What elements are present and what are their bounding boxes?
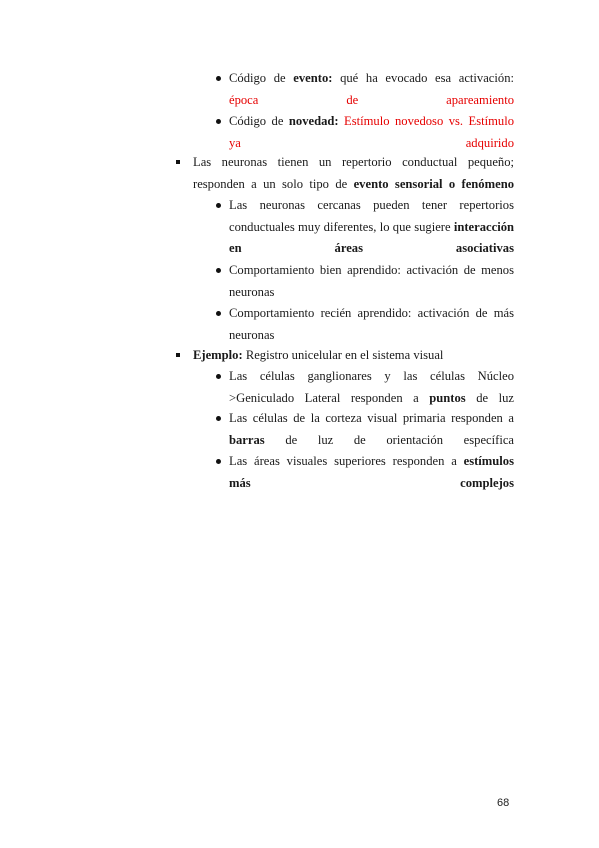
item-line — [229, 260, 514, 303]
bullet-dot — [216, 416, 221, 421]
list-item — [229, 195, 514, 260]
bold-run: barras — [229, 432, 265, 447]
text-run: Las células de la corteza visual primaria responden a — [229, 411, 514, 425]
text-run: Comportamiento bien aprendido: activación de menos neuronas — [229, 263, 514, 299]
text-run: qué ha evocado esa activación: — [332, 71, 514, 85]
list-item — [193, 152, 514, 195]
bold-run: puntos — [429, 390, 466, 405]
highlight-run: Estímulo novedoso vs. Estímulo ya adquirido — [229, 114, 514, 150]
item-line — [193, 345, 514, 367]
bullet-dot — [216, 76, 221, 81]
item-line — [229, 303, 514, 346]
text-run: Las células ganglionares y las células Núcleo >Geniculado Lateral responden a — [229, 369, 514, 405]
list-item — [229, 260, 514, 303]
bullet-dot — [216, 311, 221, 316]
bold-run: estímulos más complejos — [229, 454, 514, 490]
text-run: Las áreas visuales superiores responden a — [229, 454, 464, 468]
text-run: Las neuronas cercanas pueden tener repertorios conductuales muy diferentes, lo que sugiere — [229, 198, 514, 234]
item-line — [229, 68, 514, 111]
text-run: de luz de orientación específica — [264, 432, 514, 447]
list-item — [229, 366, 514, 409]
text-run: Las neuronas tienen un repertorio conductual pequeño; responden a un solo tipo de — [193, 155, 514, 191]
page-number: 68 — [497, 797, 510, 809]
bold-run: Ejemplo: — [193, 348, 243, 362]
item-line — [229, 366, 514, 409]
list-item — [229, 303, 514, 346]
list-item — [229, 408, 514, 451]
text-run: Registro unicelular en el sistema visual — [242, 348, 444, 362]
item-line — [229, 195, 514, 260]
item-line — [193, 152, 514, 195]
text-run: Comportamiento recién aprendido: activación de más neuronas — [229, 306, 514, 342]
list-item — [229, 68, 514, 111]
bold-run: evento: — [293, 71, 333, 85]
item-line — [229, 111, 514, 154]
highlight-run: época de apareamiento — [229, 92, 514, 107]
bullet-dot — [216, 203, 221, 208]
bullet-square — [176, 160, 180, 164]
item-line — [229, 451, 514, 494]
list-item — [229, 111, 514, 154]
bullet-dot — [216, 119, 221, 124]
text-run: Código de — [229, 114, 289, 128]
bold-run: evento sensorial o fenómeno — [353, 176, 514, 191]
text-run: de luz — [465, 390, 514, 405]
list-item — [193, 345, 514, 367]
bullet-square — [176, 353, 180, 357]
bold-run: novedad: — [288, 114, 339, 128]
list-item — [229, 451, 514, 494]
bullet-dot — [216, 374, 221, 379]
bullet-dot — [216, 459, 221, 464]
item-line — [229, 408, 514, 451]
bold-run: interacción en áreas asociativas — [229, 219, 514, 255]
text-run: Código de — [229, 71, 294, 85]
bullet-dot — [216, 268, 221, 273]
